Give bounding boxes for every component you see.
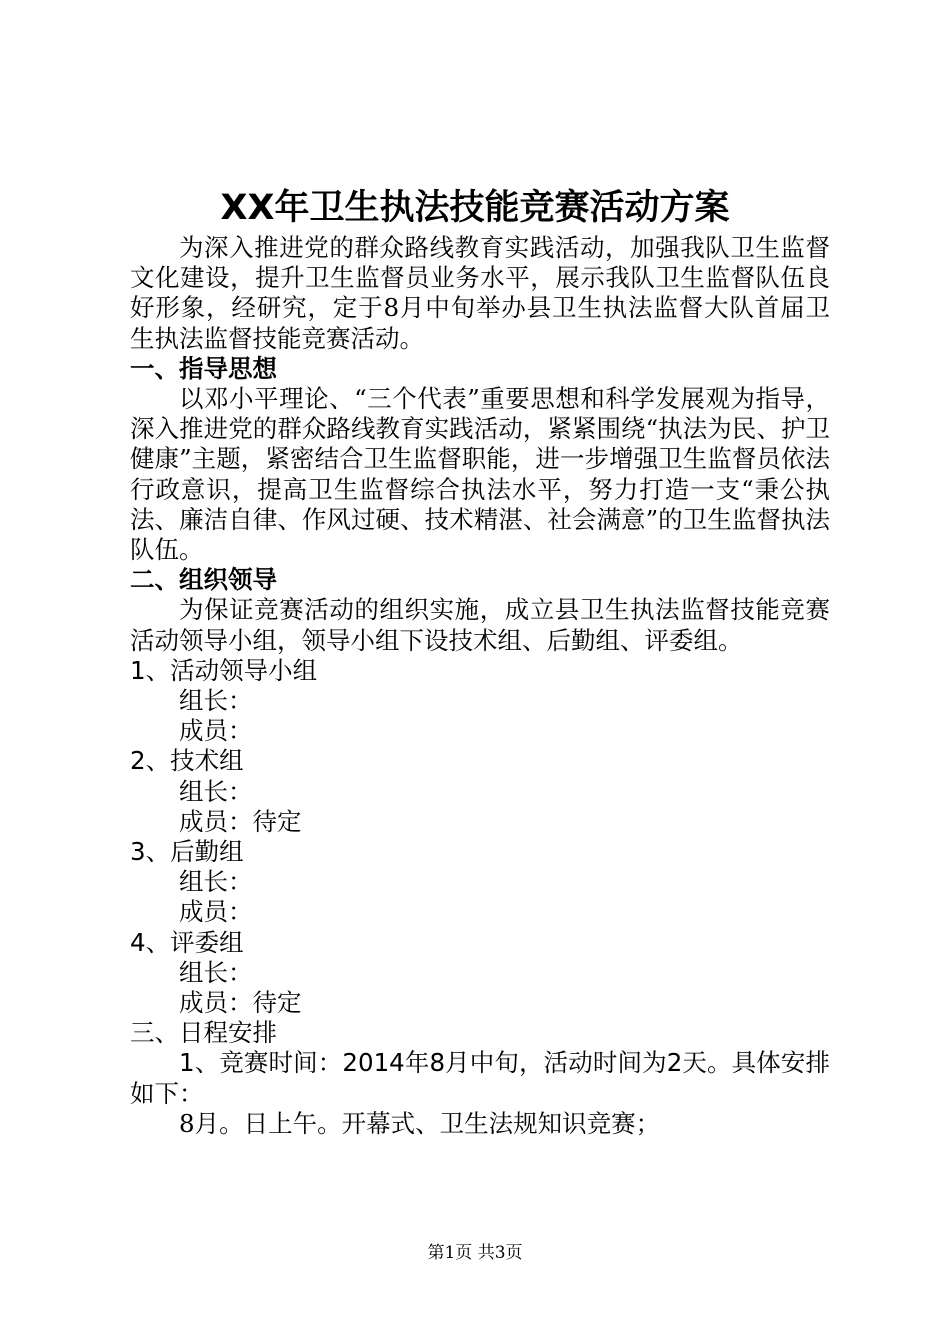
section-2-paragraph: 为保证竞赛活动的组织实施，成立县卫生执法监督技能竞赛活动领导小组，领导小组下设技术组、后勤组、评委组。 — [130, 595, 830, 655]
group-1-leader: 组长： — [179, 686, 253, 716]
section-3-heading: 三、日程安排 — [130, 1018, 277, 1048]
group-2-leader: 组长： — [179, 776, 253, 806]
group-3-title: 3、后勤组 — [130, 837, 244, 867]
document-title: XX年卫生执法技能竞赛活动方案 — [220, 188, 730, 228]
schedule-item-1: 1、竞赛时间：2014年8月中旬，活动时间为2天。具体安排如下： — [130, 1048, 830, 1108]
group-2-members: 成员：待定 — [179, 806, 302, 836]
schedule-day-1: 8月。日上午。开幕式、卫生法规知识竞赛； — [179, 1108, 661, 1138]
section-2-heading: 二、组织领导 — [130, 565, 277, 595]
section-1-heading: 一、指导思想 — [130, 353, 277, 383]
section-1-paragraph: 以邓小平理论、“三个代表”重要思想和科学发展观为指导，深入推进党的群众路线教育实践活动，紧紧围绕“执法为民、护卫健康”主题，紧密结合卫生监督职能，进一步增强卫生监督员依法行政意识，提高卫生监督综合执法水平，努力打造一支“秉公执法、廉洁自律、作风过硬、技术精湛、社会满意”的卫生监督执法队伍。 — [130, 384, 830, 565]
page-footer: 第1页 共3页 — [427, 1243, 523, 1263]
group-3-leader: 组长： — [179, 867, 253, 897]
group-1-title: 1、活动领导小组 — [130, 655, 318, 685]
group-2-title: 2、技术组 — [130, 746, 244, 776]
group-4-leader: 组长： — [179, 957, 253, 987]
group-4-title: 4、评委组 — [130, 927, 244, 957]
group-1-members: 成员： — [179, 716, 253, 746]
group-3-members: 成员： — [179, 897, 253, 927]
document-body — [130, 233, 830, 1139]
intro-paragraph: 为深入推进党的群众路线教育实践活动，加强我队卫生监督文化建设，提升卫生监督员业务水平，展示我队卫生监督队伍良好形象，经研究，定于8月中旬举办县卫生执法监督大队首届卫生执法监督技能竞赛活动。 — [130, 233, 830, 353]
group-4-members: 成员：待定 — [179, 988, 302, 1018]
